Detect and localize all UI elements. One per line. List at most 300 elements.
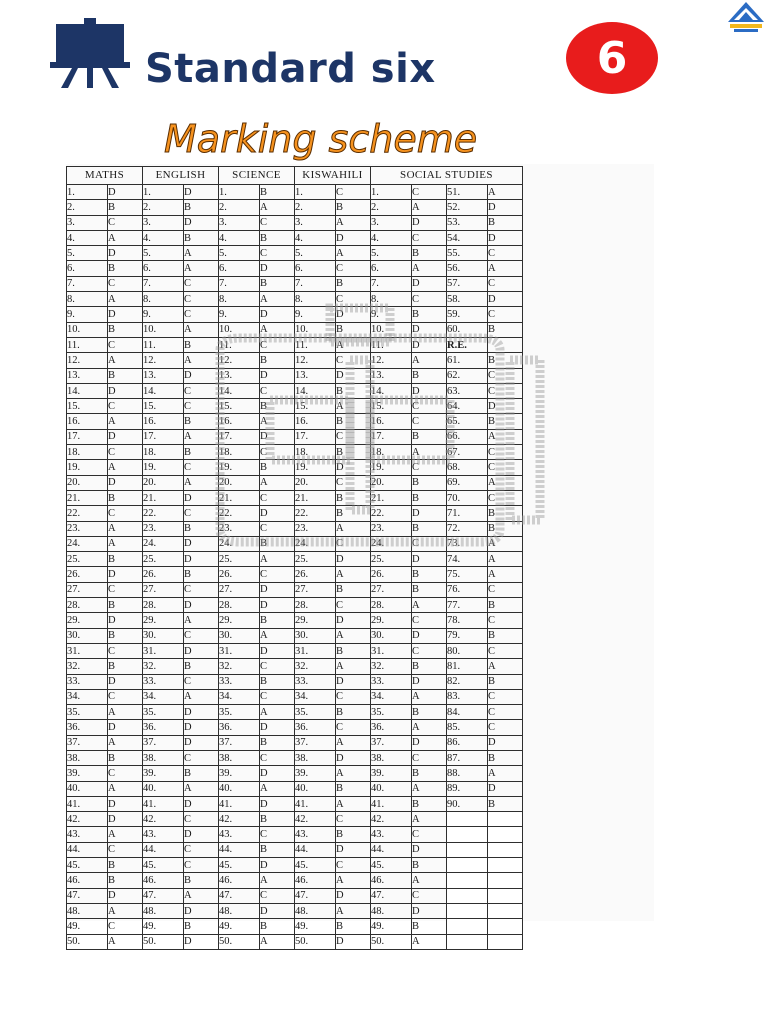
table-row [67,490,523,505]
table-row [67,292,523,307]
social-studies-answer: B [412,705,447,720]
kiswahili-answer: A [336,628,371,643]
kiswahili-answer: D [336,842,371,857]
social-studies-answer: A [412,781,447,796]
science-answer: C [260,383,295,398]
table-row [67,567,523,582]
question-number: 63. [447,383,488,398]
question-number: 77. [447,598,488,613]
question-number: 43. [295,827,336,842]
science-answer: C [260,750,295,765]
empty-cell [488,873,523,888]
question-number: 41. [219,796,260,811]
question-number: 3. [295,215,336,230]
maths-answer: C [108,445,143,460]
question-number: 1. [295,185,336,200]
question-number: 15. [143,399,184,414]
question-number: 48. [295,903,336,918]
re-answer: D [488,735,523,750]
science-answer: A [260,292,295,307]
maths-answer: A [108,292,143,307]
re-answer: A [488,475,523,490]
science-answer: B [260,353,295,368]
question-number: 17. [371,429,412,444]
question-number: 49. [67,919,108,934]
kiswahili-answer: D [336,368,371,383]
header-social-studies: SOCIAL STUDIES [371,167,523,185]
maths-answer: C [108,399,143,414]
question-number: 26. [219,567,260,582]
maths-answer: D [108,185,143,200]
question-number: 43. [371,827,412,842]
question-number: 20. [295,475,336,490]
question-number: 27. [143,582,184,597]
question-number: 34. [143,689,184,704]
kiswahili-answer: C [336,261,371,276]
empty-cell [447,888,488,903]
question-number: 19. [295,460,336,475]
english-answer: C [184,292,219,307]
question-number: 35. [219,705,260,720]
question-number: 4. [295,230,336,245]
science-answer: D [260,858,295,873]
question-number: 17. [295,429,336,444]
question-number: 43. [67,827,108,842]
table-row [67,781,523,796]
kiswahili-answer: B [336,919,371,934]
question-number: 8. [67,292,108,307]
kiswahili-answer: B [336,445,371,460]
question-number: 30. [371,628,412,643]
question-number: 30. [219,628,260,643]
english-answer: D [184,643,219,658]
question-number: 33. [295,674,336,689]
kiswahili-answer: B [336,582,371,597]
question-number: 55. [447,246,488,261]
question-number: 11. [67,337,108,352]
kiswahili-answer: A [336,796,371,811]
question-number: 75. [447,567,488,582]
science-answer: C [260,490,295,505]
question-number: 50. [143,934,184,949]
question-number: 27. [371,582,412,597]
social-studies-answer: A [412,353,447,368]
question-number: 28. [295,598,336,613]
social-studies-answer: D [412,276,447,291]
english-answer: A [184,888,219,903]
question-number: 44. [371,842,412,857]
question-number: 60. [447,322,488,337]
kiswahili-answer: D [336,934,371,949]
maths-answer: A [108,735,143,750]
question-number: 9. [371,307,412,322]
question-number: 26. [143,567,184,582]
maths-answer: A [108,934,143,949]
question-number: 47. [143,888,184,903]
science-answer: C [260,246,295,261]
question-number: 34. [371,689,412,704]
question-number: 3. [371,215,412,230]
question-number: 52. [447,200,488,215]
science-answer: D [260,766,295,781]
question-number: 22. [295,506,336,521]
question-number: 38. [295,750,336,765]
re-answer: C [488,689,523,704]
question-number: 85. [447,720,488,735]
social-studies-answer: A [412,720,447,735]
social-studies-answer: B [412,659,447,674]
re-answer: B [488,674,523,689]
re-answer: C [488,720,523,735]
question-number: 2. [67,200,108,215]
question-number: 12. [67,353,108,368]
question-number: 9. [67,307,108,322]
question-number: 23. [295,521,336,536]
english-answer: C [184,858,219,873]
re-answer: B [488,628,523,643]
english-answer: D [184,536,219,551]
table-row [67,750,523,765]
question-number: 35. [143,705,184,720]
social-studies-answer: B [412,796,447,811]
maths-answer: D [108,613,143,628]
question-number: 28. [143,598,184,613]
question-number: 82. [447,674,488,689]
english-answer: A [184,261,219,276]
table-row [67,628,523,643]
question-number: 42. [143,812,184,827]
question-number: 72. [447,521,488,536]
empty-cell [447,873,488,888]
table-row [67,368,523,383]
english-answer: C [184,812,219,827]
kiswahili-answer: A [336,246,371,261]
question-number: 5. [219,246,260,261]
question-number: 24. [295,536,336,551]
question-number: 61. [447,353,488,368]
question-number: 1. [143,185,184,200]
maths-answer: B [108,750,143,765]
maths-answer: A [108,536,143,551]
question-number: 18. [295,445,336,460]
question-number: 24. [67,536,108,551]
question-number: 27. [67,582,108,597]
science-answer: C [260,215,295,230]
question-number: 1. [67,185,108,200]
question-number: 6. [219,261,260,276]
re-answer: D [488,781,523,796]
re-answer: B [488,796,523,811]
question-number: 86. [447,735,488,750]
question-number: 15. [67,399,108,414]
science-answer: D [260,429,295,444]
question-number: 37. [219,735,260,750]
table-row [67,276,523,291]
table-row [67,919,523,934]
question-number: 11. [371,337,412,352]
re-answer: A [488,536,523,551]
social-studies-answer: D [488,230,523,245]
table-row [67,934,523,949]
question-number: 14. [143,383,184,398]
question-number: 28. [219,598,260,613]
english-answer: D [184,598,219,613]
question-number: 22. [143,506,184,521]
question-number: 44. [219,842,260,857]
re-answer: B [488,506,523,521]
question-number: 29. [143,613,184,628]
question-number: 40. [219,781,260,796]
table-row [67,643,523,658]
english-answer: B [184,200,219,215]
kiswahili-answer: D [336,307,371,322]
kiswahili-answer: B [336,414,371,429]
question-number: 33. [143,674,184,689]
table-row [67,582,523,597]
re-answer: D [488,399,523,414]
question-number: 39. [143,766,184,781]
english-answer: B [184,230,219,245]
english-answer: B [184,337,219,352]
question-number: 68. [447,460,488,475]
kiswahili-answer: C [336,689,371,704]
question-number: 37. [67,735,108,750]
answer-table [66,166,523,950]
question-number: 2. [295,200,336,215]
re-answer: B [488,750,523,765]
re-answer: C [488,643,523,658]
science-answer: D [260,506,295,521]
science-answer: A [260,873,295,888]
question-number: 47. [67,888,108,903]
table-row [67,414,523,429]
maths-answer: A [108,781,143,796]
re-answer: C [488,460,523,475]
question-number: 5. [295,246,336,261]
social-studies-answer: B [412,368,447,383]
kiswahili-answer: D [336,888,371,903]
kiswahili-answer: C [336,858,371,873]
header-row [67,167,523,185]
science-answer: A [260,934,295,949]
question-number: 39. [67,766,108,781]
question-number: 41. [295,796,336,811]
question-number: 8. [295,292,336,307]
question-number: 7. [219,276,260,291]
question-number: 43. [143,827,184,842]
kiswahili-answer: B [336,490,371,505]
question-number: 56. [447,261,488,276]
maths-answer: B [108,858,143,873]
question-number: 5. [143,246,184,261]
question-number: 32. [295,659,336,674]
maths-answer: D [108,383,143,398]
question-number: 33. [219,674,260,689]
question-number: 4. [371,230,412,245]
empty-cell [488,827,523,842]
question-number: 41. [371,796,412,811]
english-answer: A [184,613,219,628]
re-answer: C [488,705,523,720]
question-number: 3. [219,215,260,230]
empty-cell [488,903,523,918]
table-row [67,796,523,811]
social-studies-answer: A [412,598,447,613]
table-row [67,873,523,888]
english-answer: B [184,521,219,536]
question-number: 8. [371,292,412,307]
table-row [67,322,523,337]
question-number: 34. [295,689,336,704]
kiswahili-answer: A [336,903,371,918]
question-number: 25. [143,552,184,567]
question-number: 42. [371,812,412,827]
social-studies-answer: B [412,307,447,322]
social-studies-answer: B [412,919,447,934]
empty-cell [447,812,488,827]
question-number: 36. [295,720,336,735]
table-row [67,598,523,613]
maths-answer: D [108,796,143,811]
science-answer: C [260,445,295,460]
maths-answer: B [108,261,143,276]
table-row [67,521,523,536]
english-answer: B [184,414,219,429]
table-row [67,674,523,689]
question-number: 42. [219,812,260,827]
kiswahili-answer: D [336,750,371,765]
table-row [67,506,523,521]
question-number: 23. [67,521,108,536]
table-row [67,307,523,322]
social-studies-answer: C [488,246,523,261]
question-number: 11. [219,337,260,352]
question-number: 14. [295,383,336,398]
header-maths: MATHS [67,167,143,185]
maths-answer: A [108,414,143,429]
question-number: 2. [219,200,260,215]
kiswahili-answer: A [336,659,371,674]
empty-cell [447,934,488,949]
question-number: 6. [67,261,108,276]
question-number: 15. [219,399,260,414]
english-answer: D [184,934,219,949]
social-studies-answer: D [488,292,523,307]
maths-answer: C [108,643,143,658]
question-number: 19. [143,460,184,475]
social-studies-answer: A [412,812,447,827]
question-number: 48. [143,903,184,918]
question-number: 7. [67,276,108,291]
table-row [67,659,523,674]
question-number: 10. [219,322,260,337]
question-number: 13. [219,368,260,383]
question-number: 81. [447,659,488,674]
social-studies-answer: C [412,460,447,475]
question-number: 40. [143,781,184,796]
re-answer: B [488,521,523,536]
question-number: 34. [67,689,108,704]
social-studies-answer: D [412,383,447,398]
re-answer: A [488,766,523,781]
science-answer: A [260,781,295,796]
kiswahili-answer: C [336,292,371,307]
question-number: 11. [295,337,336,352]
maths-answer: C [108,215,143,230]
question-number: 1. [371,185,412,200]
question-number: 16. [143,414,184,429]
social-studies-answer: D [412,903,447,918]
english-answer: A [184,246,219,261]
social-studies-answer: D [412,215,447,230]
question-number: 20. [67,475,108,490]
maths-answer: C [108,919,143,934]
question-number: 49. [219,919,260,934]
maths-answer: D [108,720,143,735]
english-answer: D [184,490,219,505]
kiswahili-answer: C [336,536,371,551]
question-number: 10. [371,322,412,337]
kiswahili-answer: C [336,475,371,490]
kiswahili-answer: A [336,521,371,536]
re-answer: C [488,368,523,383]
maths-answer: A [108,521,143,536]
question-number: 70. [447,490,488,505]
kiswahili-answer: C [336,812,371,827]
maths-answer: C [108,582,143,597]
kiswahili-answer: B [336,506,371,521]
question-number: 32. [219,659,260,674]
question-number: 11. [143,337,184,352]
social-studies-answer: B [412,246,447,261]
maths-answer: C [108,506,143,521]
english-answer: C [184,383,219,398]
social-studies-answer: D [412,506,447,521]
question-number: 3. [67,215,108,230]
social-studies-answer: B [412,858,447,873]
science-answer: D [260,261,295,276]
question-number: 17. [143,429,184,444]
table-row [67,613,523,628]
science-answer: D [260,720,295,735]
question-number: 37. [143,735,184,750]
science-answer: A [260,200,295,215]
question-number: 21. [219,490,260,505]
table-row [67,230,523,245]
question-number: 31. [67,643,108,658]
science-answer: C [260,659,295,674]
question-number: 16. [371,414,412,429]
question-number: 39. [371,766,412,781]
question-number: 9. [295,307,336,322]
empty-cell [488,858,523,873]
empty-cell [488,337,523,352]
question-number: 50. [219,934,260,949]
question-number: 9. [219,307,260,322]
maths-answer: C [108,689,143,704]
maths-answer: B [108,322,143,337]
kiswahili-answer: C [336,353,371,368]
science-answer: B [260,536,295,551]
question-number: 42. [67,812,108,827]
question-number: 44. [295,842,336,857]
table-row [67,185,523,200]
social-studies-answer: B [412,490,447,505]
question-number: 25. [219,552,260,567]
question-number: 21. [295,490,336,505]
question-number: 32. [371,659,412,674]
question-number: 46. [371,873,412,888]
